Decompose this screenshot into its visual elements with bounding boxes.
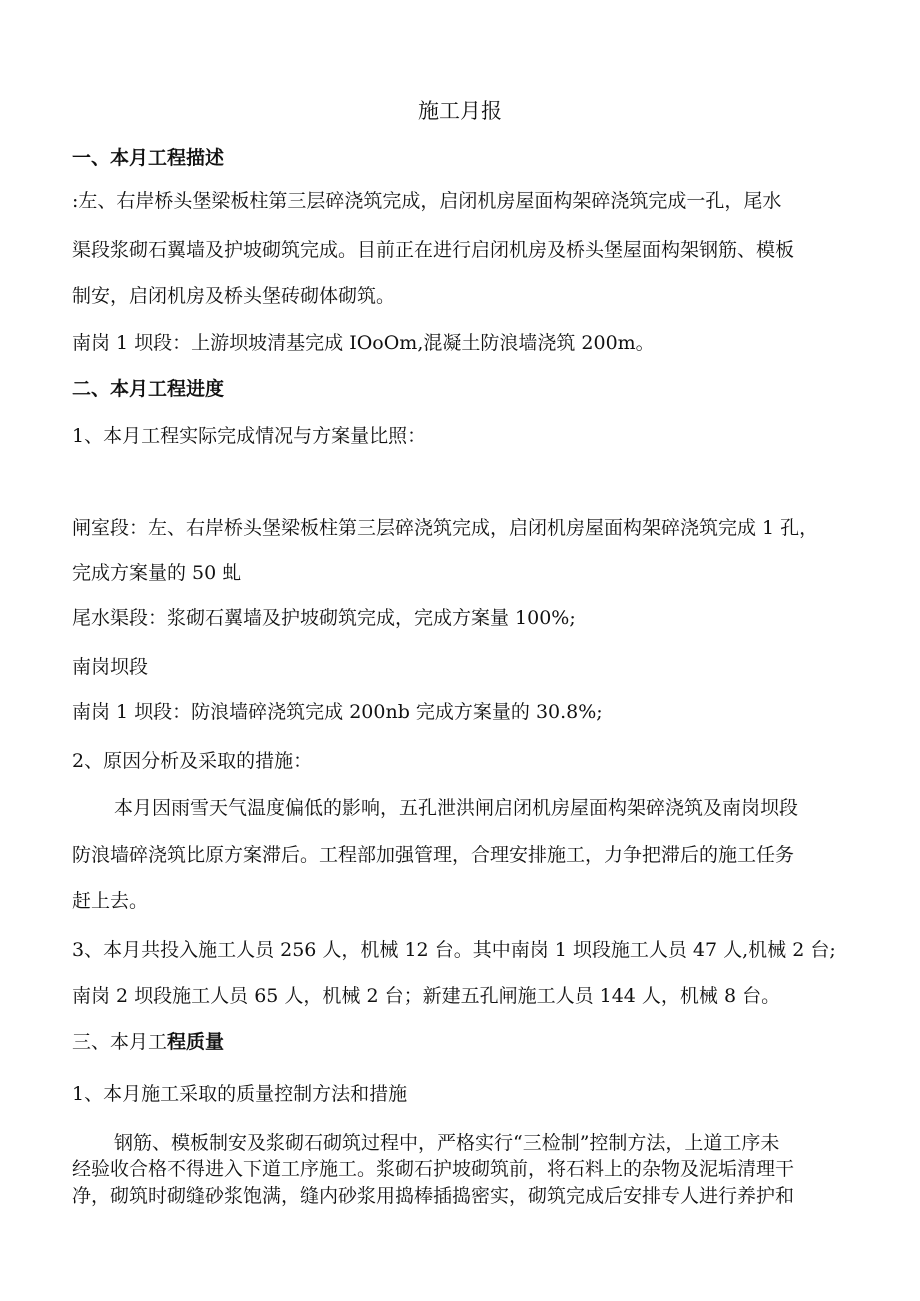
section1-para2: 南岗 1 坝段：上游坝坡清基完成 IOoOm,混凝土防浪墙浇筑 200m。: [72, 332, 655, 354]
reason-line2: 防浪墙碎浇筑比原方案滞后。工程部加强管理，合理安排施工，力争把滞后的施工任务: [72, 844, 795, 866]
resource-line1: 3、本月共投入施工人员 256 人，机械 12 台。其中南岗 1 坝段施工人员 47 人,机械 2 台;: [72, 939, 836, 961]
section1-heading: 一、本月工程描述: [72, 147, 225, 169]
section3-heading-bold: 程质量: [167, 1031, 225, 1053]
section2-sub2: 2、原因分析及采取的措施：: [72, 750, 313, 772]
section1-para1-line2: 渠段浆砌石翼墙及护坡砌筑完成。目前正在进行启闭机房及桥头堡屋面构架钢筋、模板: [72, 239, 795, 261]
reason-line3: 赶上去。: [72, 890, 149, 912]
page-title: 施工月报: [418, 99, 502, 123]
nangang-line: 南岗坝段: [72, 656, 149, 678]
section3-sub1: 1、本月施工采取的质量控制方法和措施: [72, 1083, 408, 1105]
zhashi-line2: 完成方案量的 50 虬: [72, 562, 242, 584]
section2-heading: 二、本月工程进度: [72, 378, 225, 400]
section2-sub1: 1、本月工程实际完成情况与方案量比照：: [72, 425, 427, 447]
reason-line1: 本月因雨雪天气温度偏低的影响，五孔泄洪闸启闭机房屋面构架碎浇筑及南岗坝段: [114, 797, 799, 819]
section1-para1-line3: 制安，启闭机房及桥头堡砖砌体砌筑。: [72, 285, 396, 307]
nangang1-line: 南岗 1 坝段：防浪墙碎浇筑完成 200nb 完成方案量的 30.8%;: [72, 701, 603, 723]
section3-heading-plain: 三、本月工: [72, 1031, 168, 1053]
quality-line1: 钢筋、模板制安及浆砌石砌筑过程中，严格实行“三检制”控制方法，上道工序未: [114, 1132, 780, 1154]
section1-para1-line1: :左、右岸桥头堡梁板柱第三层碎浇筑完成，启闭机房屋面构架碎浇筑完成一孔，尾水: [72, 190, 782, 212]
resource-line2: 南岗 2 坝段施工人员 65 人，机械 2 台；新建五孔闸施工人员 144 人，机械 8 台。: [72, 985, 781, 1007]
section3-heading: [72, 1030, 860, 1054]
quality-line3: 净，砌筑时砌缝砂浆饱满，缝内砂浆用捣棒插捣密实，砌筑完成后安排专人进行养护和: [72, 1185, 795, 1207]
quality-line2: 经验收合格不得进入下道工序施工。浆砌石护坡砌筑前，将石料上的杂物及泥垢清理干: [72, 1158, 795, 1180]
weishui-line: 尾水渠段：浆砌石翼墙及护坡砌筑完成，完成方案量 100%;: [72, 607, 576, 629]
zhashi-line1: 闸室段：左、右岸桥头堡梁板柱第三层碎浇筑完成，启闭机房屋面构架碎浇筑完成 1 孔，: [72, 517, 819, 539]
